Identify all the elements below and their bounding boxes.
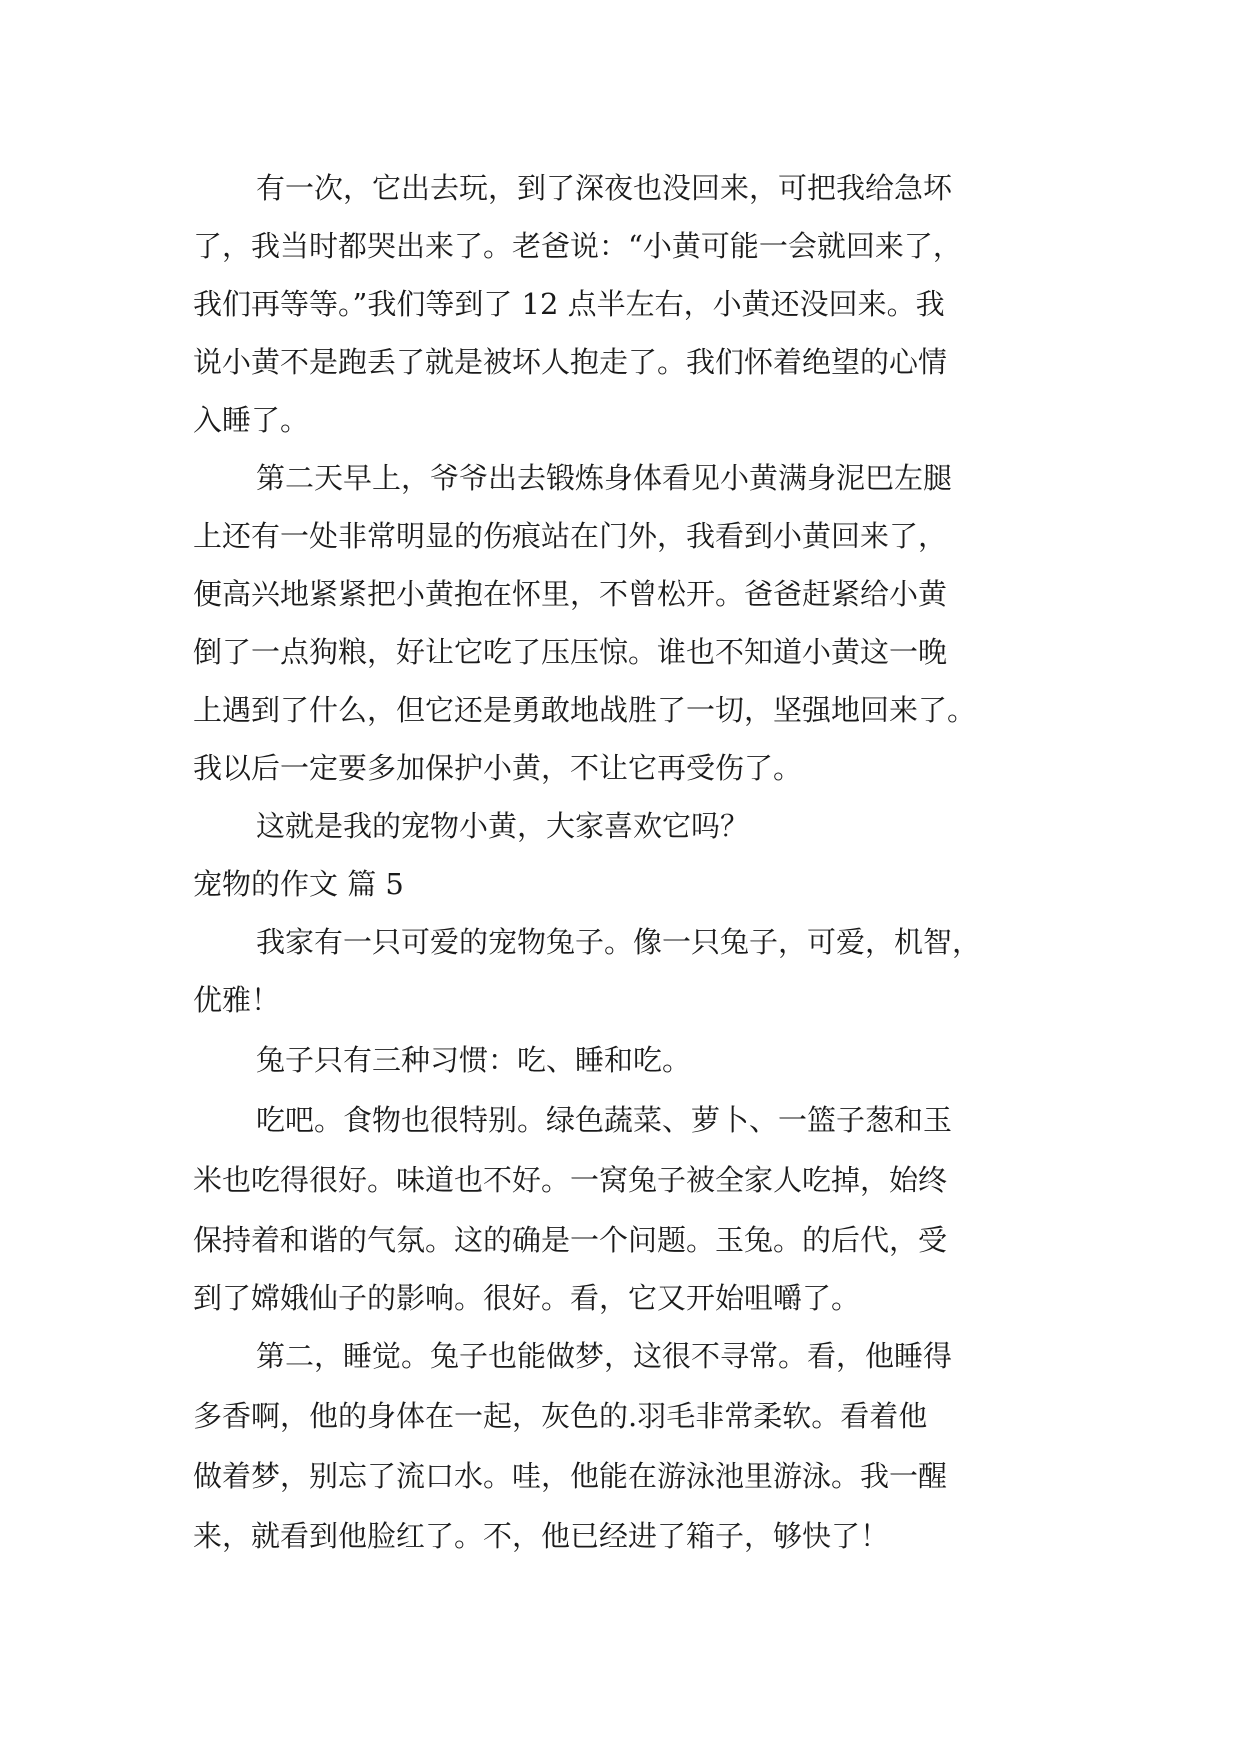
- paragraph-line: 我们再等等。”我们等到了 12 点半左右，小黄还没回来。我: [193, 287, 945, 321]
- paragraph-line: 优雅！: [193, 983, 281, 1017]
- paragraph-line: 吃吧。食物也很特别。绿色蔬菜、萝卜、一篮子葱和玉: [256, 1103, 953, 1137]
- paragraph-line: 这就是我的宠物小黄，大家喜欢它吗？: [256, 809, 750, 843]
- paragraph-line: 说小黄不是跑丢了就是被坏人抱走了。我们怀着绝望的心情: [193, 345, 948, 379]
- paragraph-line: 上还有一处非常明显的伤痕站在门外，我看到小黄回来了，: [193, 519, 948, 553]
- paragraph-line: 米也吃得很好。味道也不好。一窝兔子被全家人吃掉，始终: [193, 1163, 948, 1197]
- paragraph-line: 多香啊，他的身体在一起，灰色的.羽毛非常柔软。看着他: [193, 1399, 928, 1433]
- paragraph-line: 保持着和谐的气氛。这的确是一个问题。玉兔。的后代，受: [193, 1223, 948, 1257]
- paragraph-line: 倒了一点狗粮，好让它吃了压压惊。谁也不知道小黄这一晚: [193, 635, 948, 669]
- paragraph-line: 入睡了。: [193, 403, 310, 437]
- paragraph-line: 我家有一只可爱的宠物兔子。像一只兔子，可爱，机智，: [256, 925, 982, 959]
- paragraph-line: 便高兴地紧紧把小黄抱在怀里，不曾松开。爸爸赶紧给小黄: [193, 577, 948, 611]
- paragraph-line: 到了嫦娥仙子的影响。很好。看，它又开始咀嚼了。: [193, 1281, 861, 1315]
- paragraph-line: 兔子只有三种习惯：吃、睡和吃。: [256, 1043, 692, 1077]
- paragraph-line: 上遇到了什么，但它还是勇敢地战胜了一切，坚强地回来了。: [193, 693, 977, 727]
- paragraph-line: 我以后一定要多加保护小黄，不让它再受伤了。: [193, 751, 803, 785]
- paragraph-line: 做着梦，别忘了流口水。哇，他能在游泳池里游泳。我一醒: [193, 1459, 948, 1493]
- paragraph-line: 了，我当时都哭出来了。老爸说：“小黄可能一会就回来了，: [193, 229, 962, 263]
- section-heading: 宠物的作文 篇 5: [193, 867, 404, 901]
- paragraph-line: 第二天早上，爷爷出去锻炼身体看见小黄满身泥巴左腿: [256, 461, 953, 495]
- paragraph-line: 第二，睡觉。兔子也能做梦，这很不寻常。看，他睡得: [256, 1339, 953, 1373]
- paragraph-line: 有一次，它出去玩，到了深夜也没回来，可把我给急坏: [256, 171, 953, 205]
- paragraph-line: 来，就看到他脸红了。不，他已经进了箱子，够快了！: [193, 1519, 890, 1553]
